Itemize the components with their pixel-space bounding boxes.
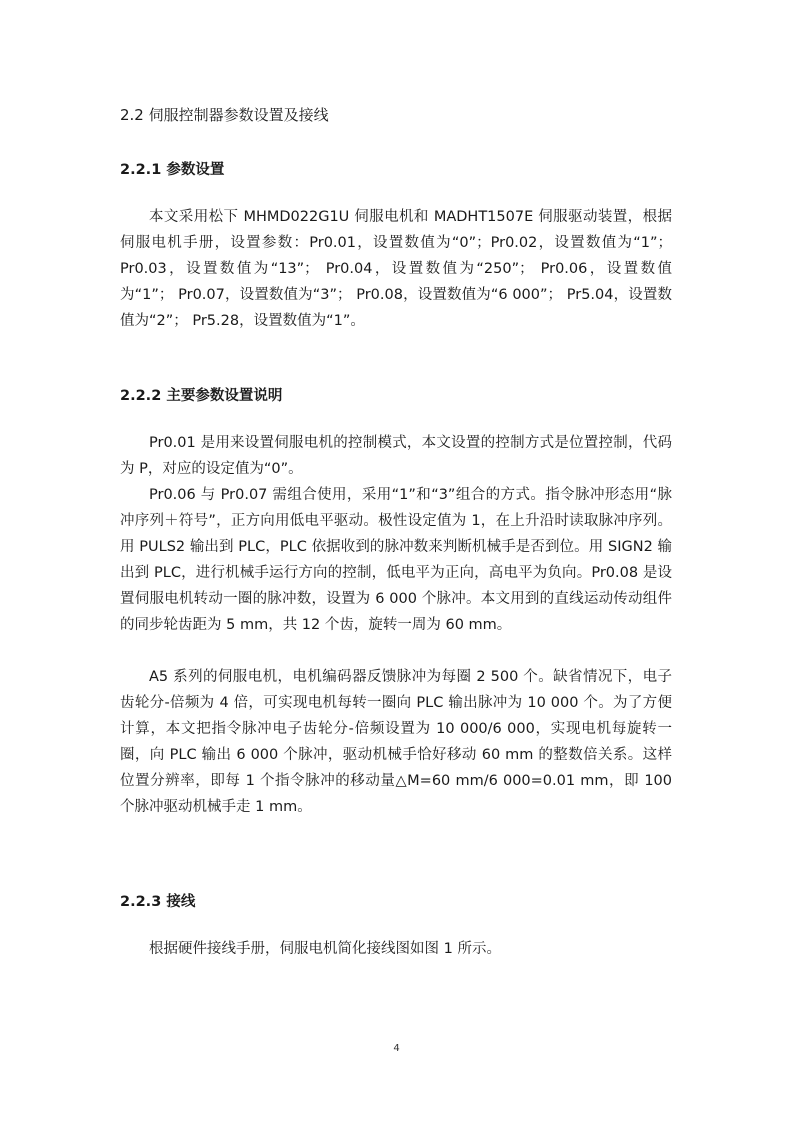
subsection-heading-2-2-3: 2.2.3 接线 bbox=[120, 894, 196, 910]
paragraph-parameter-settings: 本文采用松下 MHMD022G1U 伺服电机和 MADHT1507E 伺服驱动装置，根据伺服电机手册，设置参数：Pr0.01，设置数值为“0”；Pr0.02，设置数值为“1”；Pr0.03，设置数值为“13”； Pr0.04，设置数值为“250”； Pr0.06，设置数值为“1”； Pr0.07，设置数值为“3”； Pr0.08，设置数值为“6 000”； Pr5.04，设置数值为“2”； Pr5.28，设置数值为“1”。 bbox=[120, 209, 672, 329]
paragraph-wiring: 根据硬件接线手册，伺服电机简化接线图如图 1 所示。 bbox=[149, 941, 501, 957]
page-number: 4 bbox=[393, 1043, 400, 1054]
section-heading: 2.2 伺服控制器参数设置及接线 bbox=[120, 106, 329, 124]
subsection-heading-2-2-2: 2.2.2 主要参数设置说明 bbox=[120, 388, 283, 404]
paragraph-control-mode: Pr0.01 是用来设置伺服电机的控制模式，本文设置的控制方式是位置控制，代码为 P，对应的设定值为“0”。 bbox=[120, 435, 672, 477]
subsection-heading-2-2-1: 2.2.1 参数设置 bbox=[120, 162, 225, 178]
paragraph-pulse-form: Pr0.06 与 Pr0.07 需组合使用，采用“1”和“3”组合的方式。指令脉冲形态用“脉冲序列＋符号”，正方向用低电平驱动。极性设定值为 1，在上升沿时读取脉冲序列。用 PULS2 输出到 PLC，PLC 依据收到的脉冲数来判断机械手是否到位。用 SIGN2 输出到 PLC，进行机械手运行方向的控制，低电平为正向，高电平为负向。Pr0.08 是设置伺服电机转动一圈的脉冲数，设置为 6 000 个脉冲。本文用到的直线运动传动组件的同步轮齿距为 5 mm，共 12 个齿，旋转一周为 60 mm。 bbox=[120, 487, 672, 633]
paragraph-encoder: A5 系列的伺服电机，电机编码器反馈脉冲为每圈 2 500 个。缺省情况下，电子齿轮分-倍频为 4 倍，可实现电机每转一圈向 PLC 输出脉冲为 10 000 个。为了方便计算，本文把指令脉冲电子齿轮分-倍频设置为 10 000/6 000，实现电机每旋转一圈，向 PLC 输出 6 000 个脉冲，驱动机械手恰好移动 60 mm 的整数倍关系。这样位置分辨率，即每 1 个指令脉冲的移动量△M=60 mm/6 000=0.01 mm，即 100 个脉冲驱动机械手走 1 mm。 bbox=[120, 669, 672, 815]
